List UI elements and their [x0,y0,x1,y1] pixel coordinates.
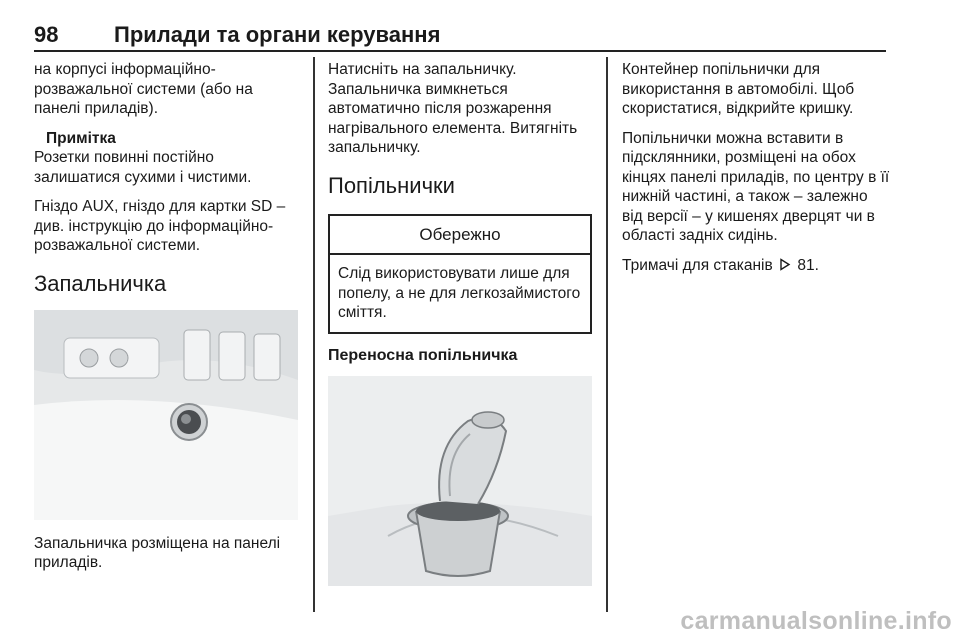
column-3 [622,60,890,285]
page-header [34,20,886,50]
intro-paragraph: на корпусі інформаційно-розважальної системи (або на панелі приладів). [34,61,253,117]
caution-text: Слід використовувати лише для попелу, а не для легкозаймистого сміття. [338,265,581,321]
ashtray-placement-paragraph: Попільнички можна вставити в підсклянники, розміщені на обох кінцях панелі приладів, по центру в її нижній частині, а також – залежно від версії – у кишенях дверцят чи в області задніх сидінь. [622,129,890,244]
ashtray-illustration [328,376,592,586]
note-label: Примітка [46,129,116,147]
lighter-illustration [34,310,298,520]
lighter-caption: Запальничка розміщена на панелі приладів. [34,534,281,571]
page-title: Прилади та органи керування [114,22,441,47]
cup-holders-reference [622,256,890,276]
ashtray-icon [328,376,592,586]
ashtrays-heading: Попільнички [328,172,455,198]
header-divider [34,50,886,52]
ashtray-container-paragraph: Контейнер попільнички для використання в автомобілі. Щоб скористатися, відкрийте кришку. [622,61,855,117]
column-2 [328,60,592,586]
page-reference-icon [779,258,791,271]
caution-box [328,214,592,334]
cigarette-lighter-icon [34,310,298,520]
aux-paragraph: Гніздо AUX, гніздо для картки SD – див. інструкцію до інформаційно-розважальної системи. [34,198,286,254]
caution-title: Обережно [330,216,590,256]
note-text: Розетки повинні постійно залишатися сухими і чистими. [34,149,252,186]
portable-ashtray-heading: Переносна попільничка [328,346,518,364]
watermark: carmanualsonline.info [680,607,952,635]
cup-holders-page-link[interactable]: 81. [797,256,819,274]
column-divider-2 [606,57,608,612]
column-1 [34,60,300,583]
lighter-heading: Запальничка [34,270,167,296]
column-divider-1 [313,57,315,612]
cup-holders-text: Тримачі для стаканів [622,256,773,274]
page-number: 98 [34,22,59,47]
lighter-instructions: Натисніть на запальничку. Запальничка вимкнеться автоматично після розжарення нагрівального елемента. Витягніть запальничку. [328,61,578,156]
